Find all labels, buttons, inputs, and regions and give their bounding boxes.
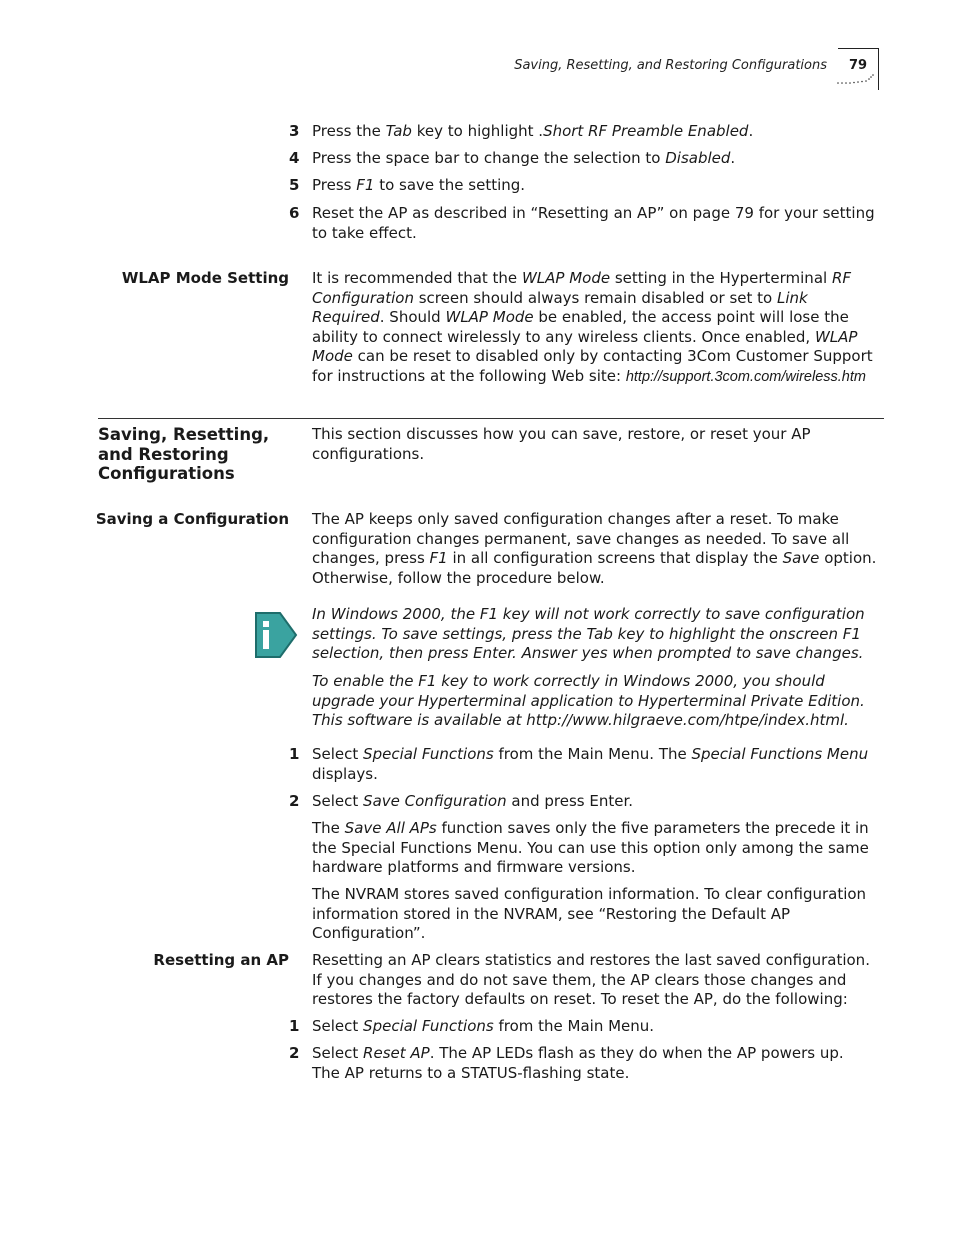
section-divider (98, 418, 884, 419)
step-text: Select Special Functions from the Main Menu. (312, 1017, 655, 1035)
info-note-icon (254, 611, 298, 659)
running-header-title: Saving, Resetting, and Restoring Configurations (514, 58, 827, 73)
header-rule-horizontal (838, 48, 879, 49)
step-text: Select Save Configuration and press Enter. (312, 792, 634, 810)
support-url: http://support.3com.com/wireless.htm (625, 368, 866, 385)
step-number: 4 (289, 149, 300, 167)
resetting-heading: Resetting an AP (153, 951, 289, 969)
header-rule-vertical (878, 48, 879, 90)
page-number: 79 (848, 58, 868, 73)
note-paragraph-1: In Windows 2000, the F1 key will not work correctly to save configuration settings. To save settings, press the Tab key to highlight the onscreen F1 selection, then press Enter. Answer yes when prompted to save changes. (312, 605, 865, 663)
resetting-paragraph: Resetting an AP clears statistics and restores the last saved configuration. If you changes and do not save them, the AP clears those changes and restores the factory defaults on reset. To reset the AP, do the following: (312, 951, 870, 1009)
saving-paragraph: The AP keeps only saved configuration changes after a reset. To make configuration changes permanent, save changes as needed. To save all changes, press F1 in all configuration screens that display the Save option. Otherwise, follow the procedure below. (312, 510, 877, 587)
step-text: Press the Tab key to highlight .Short RF Preamble Enabled. (312, 122, 754, 140)
step-number: 2 (289, 1044, 300, 1062)
wlap-heading: WLAP Mode Setting (121, 269, 289, 287)
step-number: 1 (289, 745, 300, 763)
step-text: Press the space bar to change the selection to Disabled. (312, 149, 736, 167)
header-dots-decoration (836, 73, 878, 85)
step-number: 1 (289, 1017, 300, 1035)
step-number: 6 (289, 204, 300, 222)
wlap-paragraph: It is recommended that the WLAP Mode setting in the Hyperterminal RF Configuration screen should always remain disabled or set to Link Required. Should WLAP Mode be enabled, the access point will lose the ability to connect wirelessly to any wireless clients. Once enabled, WLAP Mode can be reset to disabled only by contacting 3Com Customer Support for instructions at the following Web site: http://support.3com.com/wireless.htm (312, 269, 873, 385)
step-text: Select Special Functions from the Main Menu. The Special Functions Menu displays. (312, 745, 869, 783)
step-number: 5 (289, 176, 300, 194)
saving-heading: Saving a Configuration (95, 510, 289, 528)
section-heading: Saving, Resetting, and Restoring Configurations (98, 425, 270, 483)
step-text: Reset the AP as described in “Resetting an AP” on page 79 for your setting to take effect. (312, 204, 875, 242)
section-intro: This section discusses how you can save, restore, or reset your AP configurations. (312, 425, 811, 463)
step-text: Press F1 to save the setting. (312, 176, 526, 194)
step-number: 2 (289, 792, 300, 810)
note-paragraph-2: To enable the F1 key to work correctly in Windows 2000, you should upgrade your Hyperterminal application to Hyperterminal Private Edition. This software is available at http://www.hilgraeve.com/htpe/index.html. (312, 672, 865, 730)
save-all-aps-paragraph: The Save All APs function saves only the five parameters the precede it in the Special Functions Menu. You can use this option only among the same hardware platforms and firmware versions. (312, 819, 869, 877)
step-number: 3 (289, 122, 300, 140)
step-text: Select Reset AP. The AP LEDs flash as they do when the AP powers up. The AP returns to a STATUS-flashing state. (312, 1044, 844, 1082)
nvram-paragraph: The NVRAM stores saved configuration information. To clear configuration information stored in the NVRAM, see “Restoring the Default AP Configuration”. (312, 885, 867, 943)
